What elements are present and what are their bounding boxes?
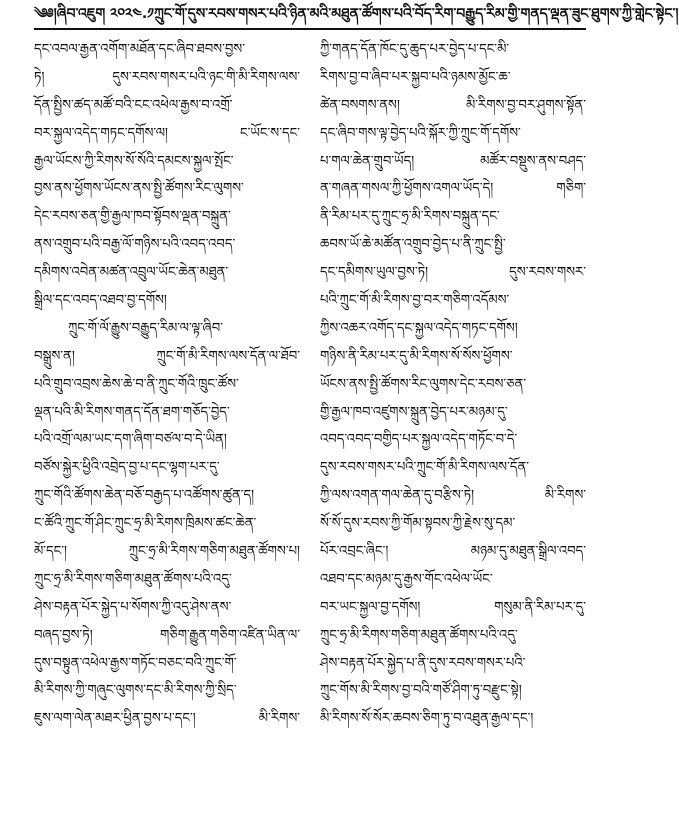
text-line: ཀྲུང་གོ་ལོ་རྒྱུས་བརྒྱུད་རིམ་ལ་ལྟ་ཞིབ་ — [68, 320, 223, 336]
left-column — [34, 36, 300, 823]
text-line: རྒྱལ་ཡོངས་ཀྱི་རིགས་སོ་སོའི་དམངས་སྐྱལ་སྤོང་ — [34, 153, 234, 169]
text-line: དང་ཞིབ་གས་ལྟ་བྱེད་པའི་སྐོར་ཀྱི་ཀྲུང་གོ་དགོས་ — [320, 125, 521, 141]
text-line: དམིགས་འབེན་མཚན་འབྲུལ་ཡོང་ཆེན་མཐུན་ — [34, 265, 229, 281]
text-line: འཐབ་དང་མཉམ་དུ་རྒྱས་གོང་འཕེལ་ཡོང་ — [320, 571, 493, 587]
text-line: ཏེ། དུས་རབས་གསར་པའི་ཉང་གི་མི་རིགས་ལས་ — [34, 69, 300, 85]
text-line: ན་གཞན་གསལ་ཀྱི་ཕྱོགས་འགལ་ཡོད་དེ། གཅིག་ — [320, 181, 586, 197]
text-line: ཀྲུང་ཧྲ་མི་རིགས་གཅིག་མཐུན་ཚོགས་པའི་འདུ་ — [320, 627, 518, 643]
text-line: རིགས་བྱ་བ་ཞིབ་པར་སྐྱབ་པའི་ཉམས་མྱོང་ཆ་ — [320, 69, 511, 85]
text-line: ཇུས་ལག་ལེན་མཐར་ཕྱིན་བྱས་པ་དང་། མི་རིགས་ — [34, 711, 300, 727]
text-line: པ་གལ་ཆེན་གྲུབ་ཡོད། མཚོར་བསྡུས་ནས་བཤད་ — [320, 153, 586, 169]
text-line: ཡོངས་ནས་སྤྱི་ཚོགས་རིང་ལུགས་དེང་རབས་ཅན་ — [320, 376, 527, 392]
text-line: མོ་དང་། ཀྲུང་ཧྲ་མི་རིགས་གཅིག་མཐུན་ཚོགས་པ། — [34, 544, 300, 560]
text-line: འབད་འབད་བགྱིད་པར་སྐྱལ་འདེད་གཏོང་བ་དེ་ — [320, 432, 518, 448]
text-line: ཀྱི་གནད་དོན་ཁོང་དུ་ཆུད་པར་བྱེད་པ་དང་མི་ — [320, 42, 510, 57]
text-line: ཚེན་བསགས་ནས། མི་རིགས་བྱ་བར་ཤུགས་སྟོན་ — [320, 97, 586, 113]
text-line: ཀྲུང་གོས་མི་རིགས་བྱ་བའི་གཙོ་ཤིག་ཏུ་བརྫུང་སྟེ། — [320, 683, 522, 699]
text-line: པའི་འགྲོ་ལམ་ཡང་དག་ཞིག་བཙལ་བ་དེ་ཡིན། — [34, 432, 227, 448]
text-line: ཀྲུང་ཧྲ་མི་རིགས་གཅིག་མཐུན་ཚོགས་པའི་འདུ་ — [34, 571, 232, 587]
text-line: སོ་སོ་དུས་རབས་ཀྱི་གོམ་སྟབས་ཀྱི་རྗེས་སུ་དམ་ — [320, 516, 516, 532]
text-line: དུས་བསྟུན་འཕེལ་རྒྱས་གཏོང་བཅང་བའི་ཀྲུང་གོ་ — [34, 655, 237, 671]
text-line: ཀྱིས་འཆར་འགོད་དང་སྐྱལ་འདེད་གཏང་དགོས། — [320, 320, 518, 336]
text-line: བར་སྐྱལ་འདེད་གཏང་དགོས་ལ། ང་ཡོང་ས་དང་ — [34, 125, 300, 141]
text-line: ང་ཚོའི་ཀྲུང་གོ་ཤིང་ཀྲུང་ཧྲ་མི་རིགས་ཁྲིམས་ཚང་ཆེན་ — [34, 516, 257, 532]
text-line: བར་ཡང་སྐྱལ་བྱ་དགོས། གསུམ་ནི་རིམ་པར་དུ་ — [320, 599, 586, 615]
text-line: པའི་ཀྲུང་གོ་མི་རིགས་བྱ་བར་གཅིག་འདོམས་ — [320, 293, 510, 309]
text-line: ཆབས་ཡོ་ཆེ་མཚོན་འགྲུབ་བྱེད་པ་ནི་ཀྲུང་སྤྱི་ — [320, 237, 506, 253]
text-line: མི་རིགས་ཀྱི་གཞུང་ལུགས་དང་མི་རིགས་ཀྱི་སྲིད་ — [34, 683, 237, 699]
text-line: ལྡན་པའི་མི་རིགས་གནད་དོན་ཐག་གཅོད་བྱེད་ — [34, 404, 230, 420]
text-line: མི་རིགས་སོ་སོར་ཆབས་ཅིག་ཏུ་བ་འཐུན་རྒྱལ་དང་། — [320, 711, 534, 727]
text-line: ཀྲུང་གོའི་ཚོགས་ཆེན་བཅོ་བརྒྱད་པ་འཚོགས་ཚུན་ད། — [34, 488, 255, 504]
text-line: ཤེས་བརྟན་པོར་སྐྱེད་པ་སོགས་ཀྱི་འདུ་ཤེས་ནས་ — [34, 599, 232, 615]
text-line: དང་དམིགས་ཡུལ་བྱས་ཏེ། དུས་རབས་གསར་ — [320, 265, 586, 281]
text-line: དུས་རབས་གསར་པའི་ཀྲུང་གོ་མི་རིགས་ལས་དོན་ — [320, 460, 530, 476]
text-line: གཉིས་ནི་རིམ་པར་དུ་མི་རིགས་སོ་སོས་ཕྱོགས་ — [320, 348, 513, 364]
text-line: པོར་འབྲང་ཞིང་། མཉམ་དུ་མཐུན་སྒྲིལ་འབད་ — [320, 544, 586, 560]
text-columns — [34, 36, 586, 823]
journal-issue: ༄༅།ཞིབ་འཇུག ༢༠༢༤.༡ — [34, 6, 154, 22]
text-line: བཞད་བྱས་ཏེ། གཅིག་རྒྱུན་གཅིག་འཛིན་ཡིན་ལ་ — [34, 627, 300, 643]
text-line: ནས་འགྲུབ་པའི་བརྒྱ་ལོ་གཉིས་པའི་འབད་འབད་ — [34, 237, 236, 253]
text-line: བྱས་ནས་ཕྱོགས་ཡོངས་ནས་སྤྱི་ཚོགས་རིང་ལུགས་ — [34, 181, 244, 197]
text-line: དོན་སྤྱིས་ཚད་མཚོ་བའི་ངང་འཕེལ་རྒྱས་བ་འགྲོ་ — [34, 97, 233, 113]
text-line: གྱི་རྒྱལ་ཁབ་འཛུགས་སྐྲུན་བྱེད་པར་མཉམ་དུ་ — [320, 404, 508, 420]
text-line: སྒྲིལ་དང་འབད་འཐབ་བྱ་དགོས། — [34, 293, 167, 309]
text-line: ནི་རིམ་པར་དུ་ཀྲུང་ཧྲ་མི་རིགས་བསྐྲུན་དང་ — [320, 209, 500, 225]
text-line: བསྒྲུས་ན། ཀྲུང་གོ་མི་རིགས་ལས་དོན་ལ་ཐོབ་ — [34, 348, 300, 364]
text-line: དེང་རབས་ཅན་གྱི་རྒྱལ་ཁབ་སྟོབས་ལྡན་བསྐྲུན་ — [34, 209, 231, 225]
running-title: ཀྲུང་གོ་དུས་རབས་གསར་པའི་ཉིན་མའི་མཐུན་ཚོགས་པའི་བོད་རིག་བརྒྱུད་རིམ་གྱི་གནད་ལྡན་ཟུང་ཐུགས་ཀྱི་གླེང་སྟེང་། — [153, 6, 679, 22]
right-column — [320, 36, 586, 823]
text-line: པའི་གྲུབ་འབྲས་ཆེས་ཆེ་བ་ནི་ཀྲུང་གོའི་ཁྲུང་ཚོས་ — [34, 376, 239, 392]
text-line: ཤེས་བརྟན་པོར་སྐྱེད་པ་ནི་དུས་རབས་གསར་པའི་ — [320, 655, 526, 671]
page-header — [34, 6, 679, 30]
text-line: དང་འབལ་རྒྱན་འགོག་མཐོན་དང་ཞིབ་ཐབས་བྱས་ — [34, 42, 245, 57]
text-line: བཙོས་སྐྱེར་ཕྱིའི་འབྲེད་བྱ་པ་དང་ལྷག་པར་དུ་ — [34, 460, 220, 476]
text-line: ཀྱི་ལས་འགན་གལ་ཆེན་དུ་བརྩིས་ཏེ། མི་རིགས་ — [320, 488, 586, 504]
